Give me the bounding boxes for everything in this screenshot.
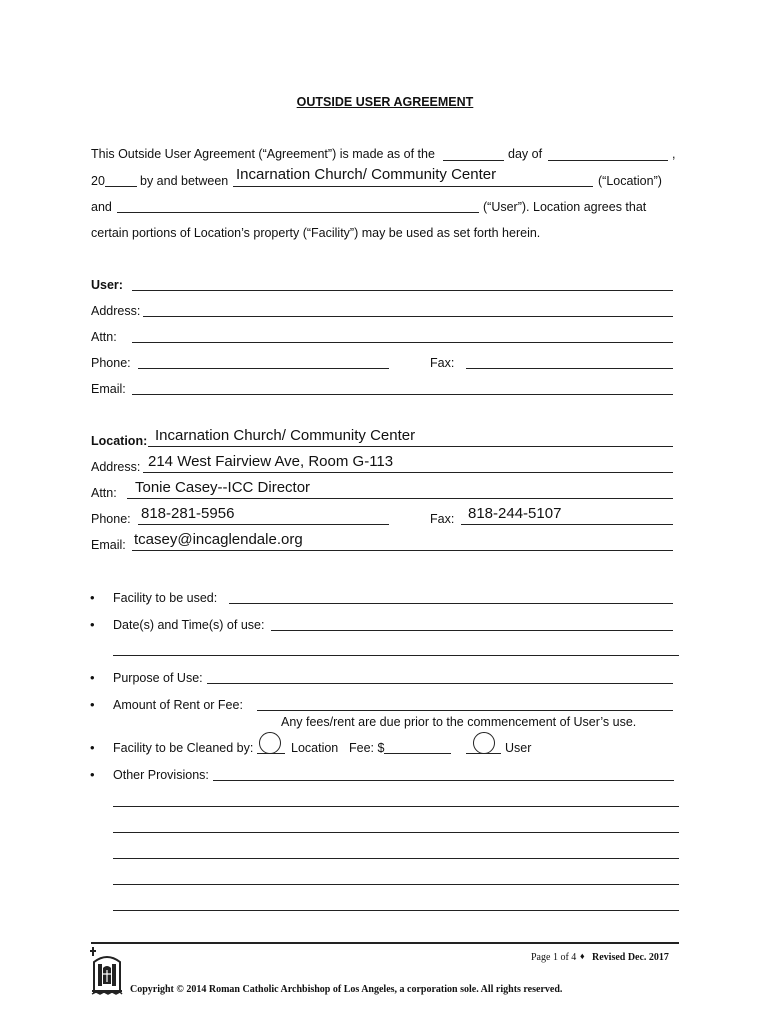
user-attn-label: Attn:: [91, 330, 117, 344]
diamond-icon: ♦: [580, 951, 585, 961]
location-phone-label: Phone:: [91, 512, 131, 526]
intro-text-1a: This Outside User Agreement (“Agreement”) is made as of the: [91, 147, 435, 161]
archdiocese-logo-icon: [90, 946, 124, 996]
location-phone-field[interactable]: [138, 524, 389, 525]
location-attn-label: Attn:: [91, 486, 117, 500]
location-value: Incarnation Church/ Community Center: [155, 427, 416, 444]
facility-label: Facility to be used:: [113, 591, 218, 605]
other-field-line-4[interactable]: [113, 858, 679, 859]
user-email-field[interactable]: [132, 394, 673, 395]
purpose-field[interactable]: [207, 683, 673, 684]
user-phone-label: Phone:: [91, 356, 131, 370]
intro-text-2c: (“Location”): [598, 174, 662, 188]
intro-text-1b: day of: [508, 147, 543, 161]
user-attn-field[interactable]: [132, 342, 673, 343]
location-name-field[interactable]: [233, 186, 593, 187]
user-address-label: Address:: [91, 304, 141, 318]
location-label: Location:: [91, 434, 148, 448]
other-field-line-2[interactable]: [113, 806, 679, 807]
bullet-icon: •: [90, 740, 95, 755]
location-address-value: 214 West Fairview Ave, Room G-113: [148, 453, 394, 470]
cleaned-label: Facility to be Cleaned by:: [113, 741, 254, 755]
cleaned-fee-label: Fee: $: [349, 741, 385, 755]
location-phone-value: 818-281-5956: [141, 505, 235, 522]
dates-field[interactable]: [271, 630, 673, 631]
user-selected-circle-icon: [473, 732, 495, 754]
dates-field-continued[interactable]: [113, 655, 679, 656]
footer-rule: [91, 942, 679, 944]
facility-field[interactable]: [229, 603, 673, 604]
location-name-value: Incarnation Church/ Community Center: [236, 166, 497, 183]
day-field[interactable]: [443, 160, 504, 161]
location-selected-circle-icon: [259, 732, 281, 754]
location-fax-label: Fax:: [430, 512, 455, 526]
intro-text-4: certain portions of Location’s property (“Facility”) may be used as set forth herein.: [91, 226, 541, 240]
intro-text-2a: 20: [91, 174, 105, 188]
other-field-line-3[interactable]: [113, 832, 679, 833]
purpose-label: Purpose of Use:: [113, 671, 203, 685]
user-name-field[interactable]: [117, 212, 479, 213]
other-field-line-6[interactable]: [113, 910, 679, 911]
cleaned-location-label: Location: [291, 741, 339, 755]
intro-text-3b: (“User”). Location agrees that: [483, 200, 647, 214]
month-field[interactable]: [548, 160, 668, 161]
cleaned-fee-field[interactable]: [384, 753, 451, 754]
intro-text-1c: ,: [672, 147, 676, 161]
other-field[interactable]: [213, 780, 674, 781]
location-attn-field[interactable]: [127, 498, 673, 499]
location-address-field[interactable]: [143, 472, 673, 473]
location-address-label: Address:: [91, 460, 141, 474]
bullet-icon: •: [90, 617, 95, 632]
intro-text-3a: and: [91, 200, 112, 214]
location-fax-value: 818-244-5107: [468, 505, 562, 522]
dates-label: Date(s) and Time(s) of use:: [113, 618, 265, 632]
user-field[interactable]: [132, 290, 673, 291]
bullet-icon: •: [90, 590, 95, 605]
user-fax-label: Fax:: [430, 356, 455, 370]
user-label: User:: [91, 278, 123, 292]
location-email-field[interactable]: [132, 550, 673, 551]
location-field[interactable]: [148, 446, 673, 447]
cleaned-user-label: User: [505, 741, 532, 755]
year-field[interactable]: [105, 186, 137, 187]
other-label: Other Provisions:: [113, 768, 209, 782]
intro-text-2b: by and between: [140, 174, 229, 188]
bullet-icon: •: [90, 670, 95, 685]
rent-label: Amount of Rent or Fee:: [113, 698, 243, 712]
rent-field[interactable]: [257, 710, 673, 711]
rent-note: Any fees/rent are due prior to the commencement of User’s use.: [281, 715, 637, 729]
revision-date: Revised Dec. 2017: [592, 952, 669, 963]
bullet-icon: •: [90, 697, 95, 712]
other-field-line-5[interactable]: [113, 884, 679, 885]
location-email-label: Email:: [91, 538, 126, 552]
user-email-label: Email:: [91, 382, 126, 396]
user-phone-field[interactable]: [138, 368, 389, 369]
location-email-value: tcasey@incaglendale.org: [134, 531, 303, 548]
copyright-notice: Copyright © 2014 Roman Catholic Archbishop of Los Angeles, a corporation sole. All rights reserved.: [130, 984, 563, 995]
user-fax-field[interactable]: [466, 368, 673, 369]
page-number: Page 1 of 4: [531, 952, 577, 963]
bullet-icon: •: [90, 767, 95, 782]
location-fax-field[interactable]: [461, 524, 673, 525]
user-address-field[interactable]: [143, 316, 673, 317]
location-attn-value: Tonie Casey--ICC Director: [135, 479, 311, 496]
document-title: OUTSIDE USER AGREEMENT: [296, 95, 474, 109]
